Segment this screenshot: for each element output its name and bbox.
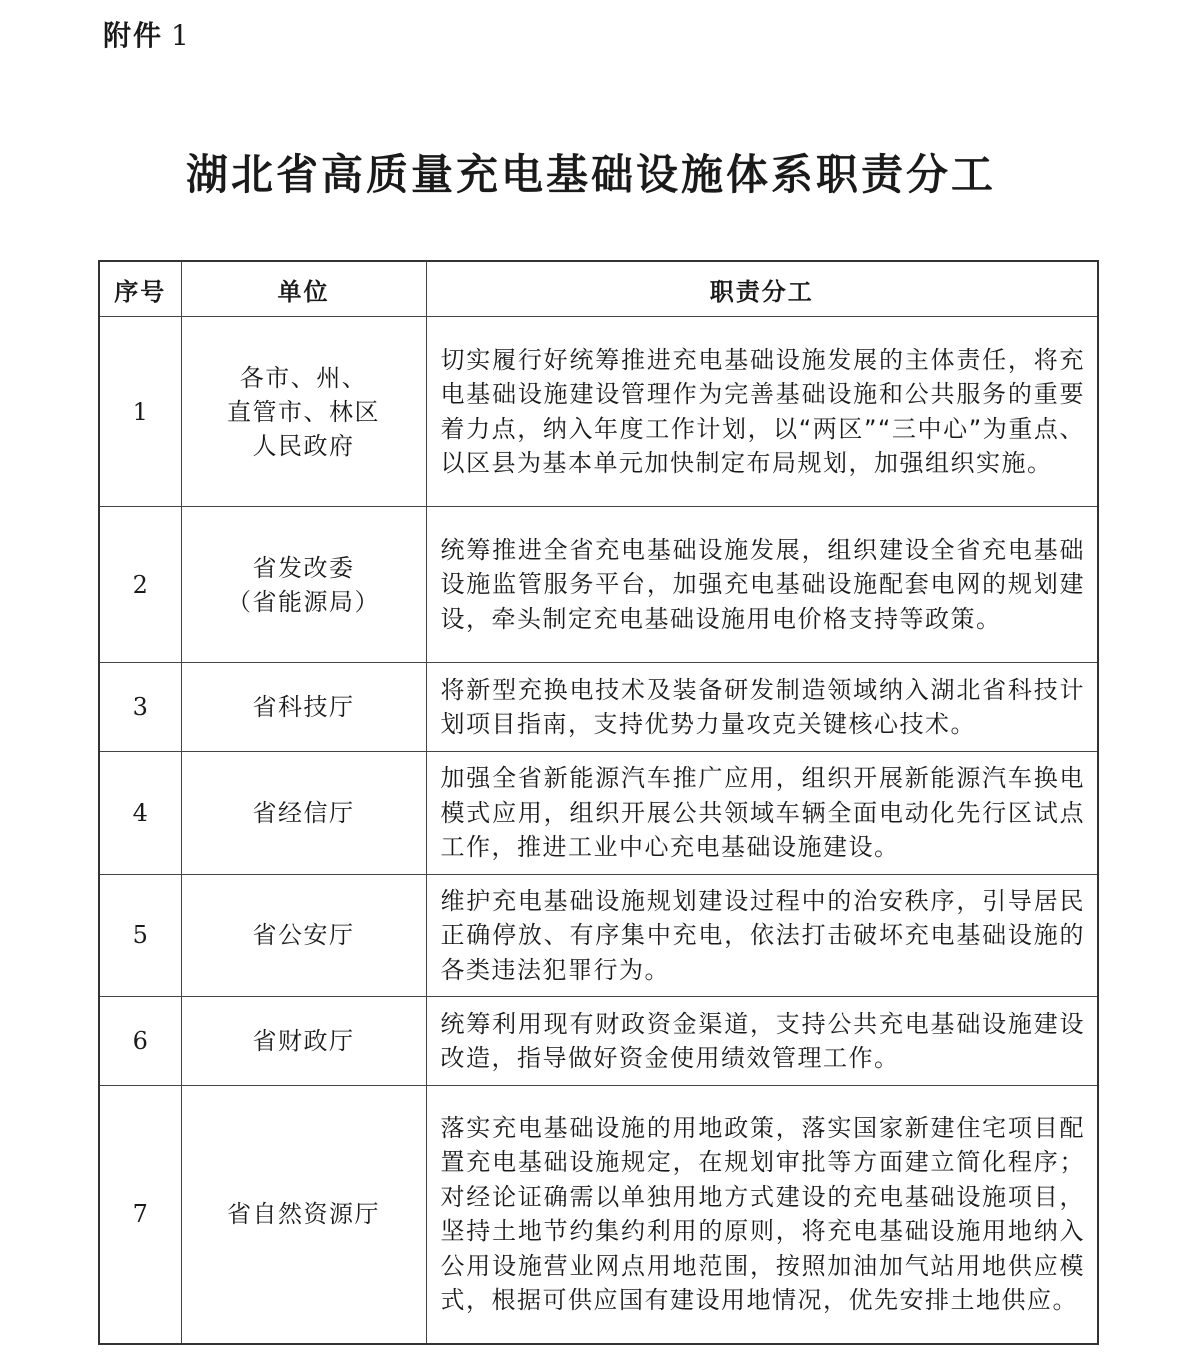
header-duty: 职责分工 bbox=[426, 261, 1098, 317]
header-unit: 单位 bbox=[181, 261, 426, 317]
row-unit: 各市、州、 直管市、林区 人民政府 bbox=[181, 317, 426, 507]
row-unit: 省公安厅 bbox=[181, 874, 426, 997]
row-index: 4 bbox=[99, 752, 181, 875]
row-index: 3 bbox=[99, 663, 181, 752]
row-index: 1 bbox=[99, 317, 181, 507]
page-title: 湖北省高质量充电基础设施体系职责分工 bbox=[185, 150, 996, 199]
row-duty: 维护充电基础设施规划建设过程中的治安秩序，引导居民正确停放、有序集中充电，依法打击破坏充电基础设施的各类违法犯罪行为。 bbox=[426, 874, 1098, 997]
row-duty: 切实履行好统筹推进充电基础设施发展的主体责任，将充电基础设施建设管理作为完善基础设施和公共服务的重要着力点，纳入年度工作计划，以“两区”“三中心”为重点、以区县为基本单元加快制定布局规划，加强组织实施。 bbox=[426, 317, 1098, 507]
table-row bbox=[99, 997, 1098, 1086]
row-duty: 将新型充换电技术及装备研发制造领域纳入湖北省科技计划项目指南，支持优势力量攻克关键核心技术。 bbox=[426, 663, 1098, 752]
table-header-row bbox=[99, 261, 1098, 317]
row-unit: 省自然资源厅 bbox=[181, 1086, 426, 1344]
row-unit: 省发改委 （省能源局） bbox=[181, 507, 426, 663]
responsibility-table bbox=[98, 260, 1099, 1345]
table-row bbox=[99, 317, 1098, 507]
attachment-text: 附件 bbox=[103, 19, 164, 52]
table-row bbox=[99, 874, 1098, 997]
row-index: 7 bbox=[99, 1086, 181, 1344]
table-row bbox=[99, 663, 1098, 752]
row-index: 5 bbox=[99, 874, 181, 997]
row-duty: 落实充电基础设施的用地政策，落实国家新建住宅项目配置充电基础设施规定，在规划审批等方面建立简化程序；对经论证确需以单独用地方式建设的充电基础设施项目，坚持土地节约集约利用的原则，将充电基础设施用地纳入公用设施营业网点用地范围，按照加油加气站用地供应模式，根据可供应国有建设用地情况，优先安排土地供应。 bbox=[426, 1086, 1098, 1344]
attachment-label bbox=[103, 14, 191, 54]
row-index: 6 bbox=[99, 997, 181, 1086]
header-index: 序号 bbox=[99, 261, 181, 317]
table-row bbox=[99, 752, 1098, 875]
table-row bbox=[99, 507, 1098, 663]
row-index: 2 bbox=[99, 507, 181, 663]
table-row bbox=[99, 1086, 1098, 1344]
row-duty: 统筹推进全省充电基础设施发展，组织建设全省充电基础设施监管服务平台，加强充电基础设施配套电网的规划建设，牵头制定充电基础设施用电价格支持等政策。 bbox=[426, 507, 1098, 663]
row-unit: 省科技厅 bbox=[181, 663, 426, 752]
attachment-number: 1 bbox=[171, 19, 191, 52]
row-duty: 加强全省新能源汽车推广应用，组织开展新能源汽车换电模式应用，组织开展公共领域车辆全面电动化先行区试点工作，推进工业中心充电基础设施建设。 bbox=[426, 752, 1098, 875]
row-unit: 省经信厅 bbox=[181, 752, 426, 875]
row-duty: 统筹利用现有财政资金渠道，支持公共充电基础设施建设改造，指导做好资金使用绩效管理工作。 bbox=[426, 997, 1098, 1086]
row-unit: 省财政厅 bbox=[181, 997, 426, 1086]
